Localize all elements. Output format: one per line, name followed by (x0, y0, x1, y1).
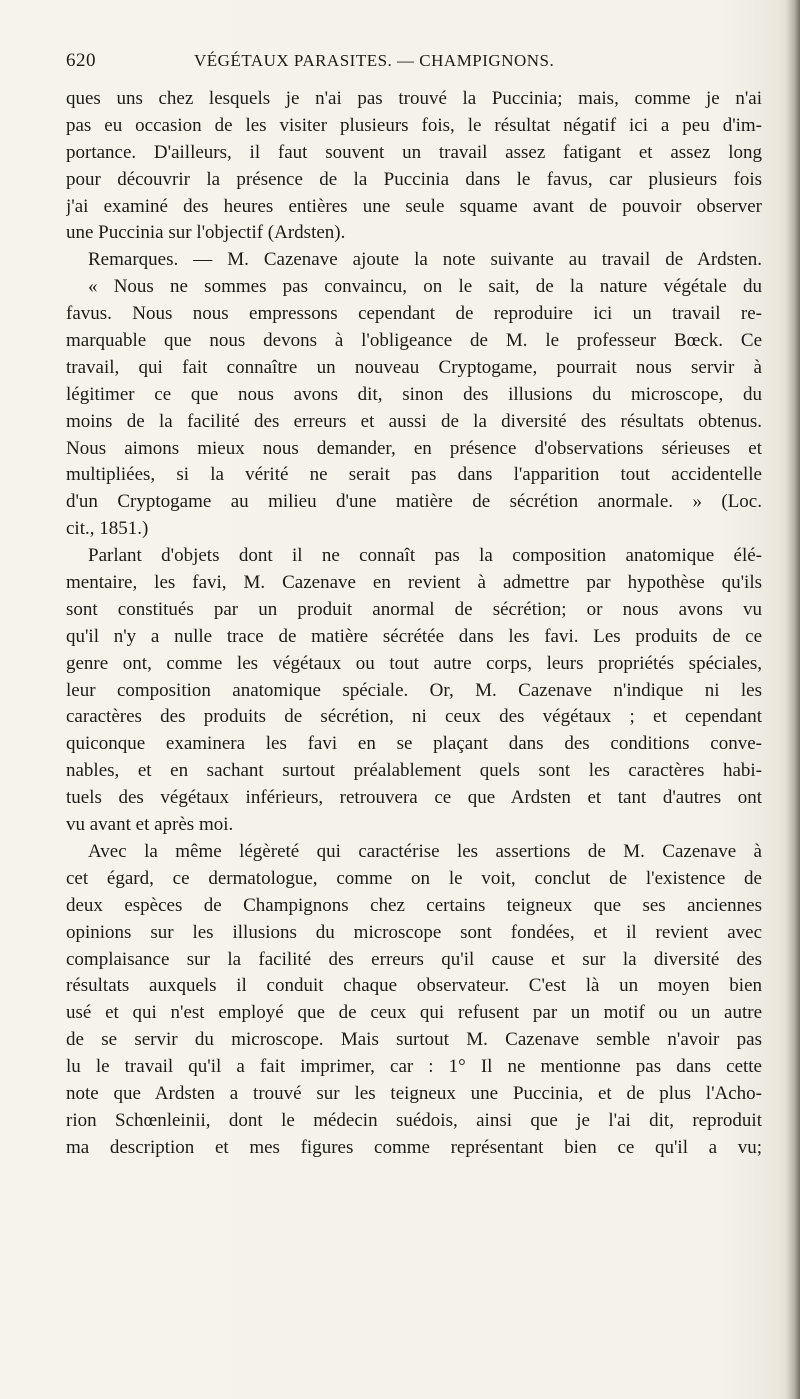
text-line: portance. D'ailleurs, il faut souvent un travail assez fatigant et assez long (66, 141, 762, 163)
text-line: qu'il n'y a nulle trace de matière sécrétée dans les favi. Les produits de ce (66, 625, 762, 647)
running-header (66, 50, 766, 76)
text-line: moins de la facilité des erreurs et aussi de la diversité des résultats obtenus. (66, 410, 762, 432)
text-line: favus. Nous nous empressons cependant de reproduire ici un travail re- (66, 303, 762, 325)
text-line: vu avant et après moi. (66, 814, 234, 836)
text-line: leur composition anatomique spéciale. Or, M. Cazenave n'indique ni les (66, 679, 762, 701)
text-line: multipliées, si la vérité ne serait pas dans l'apparition tout accidentelle (66, 464, 762, 486)
text-line: cet égard, ce dermatologue, comme on le voit, conclut de l'existence de (66, 867, 762, 889)
text-line: Nous aimons mieux nous demander, en présence d'observations sérieuses et (66, 437, 762, 459)
text-line: genre ont, comme les végétaux ou tout autre corps, leurs propriétés spéciales, (66, 652, 762, 674)
text-line: deux espèces de Champignons chez certains teigneux que ses anciennes (66, 894, 762, 916)
text-line: tuels des végétaux inférieurs, retrouvera ce que Ardsten et tant d'autres ont (66, 787, 762, 809)
text-line: Avec la même légèreté qui caractérise les assertions de M. Cazenave à (88, 840, 762, 862)
text-line: lu le travail qu'il a fait imprimer, car : 1° Il ne mentionne pas dans cette (66, 1056, 762, 1078)
text-line: caractères des produits de sécrétion, ni ceux des végétaux ; et cependant (66, 706, 762, 728)
text-line: ma description et mes figures comme représentant bien ce qu'il a vu; (66, 1136, 762, 1158)
text-line: usé et qui n'est employé que de ceux qui refusent par un motif ou un autre (66, 1002, 762, 1024)
page-edge-shadow (786, 0, 800, 1399)
text-line: ques uns chez lesquels je n'ai pas trouvé la Puccinia; mais, comme je n'ai (66, 88, 762, 109)
text-line: opinions sur les illusions du microscope sont fondées, et il revient avec (66, 921, 762, 943)
text-line: résultats auxquels il conduit chaque observateur. C'est là un moyen bien (66, 975, 762, 997)
text-line: quiconque examinera les favi en se plaçant dans des conditions conve- (66, 733, 762, 755)
text-line: « Nous ne sommes pas convaincu, on le sait, de la nature végétale du (88, 276, 762, 298)
text-line: Remarques. — M. Cazenave ajoute la note suivante au travail de Ardsten. (88, 249, 762, 271)
text-line: de se servir du microscope. Mais surtout M. Cazenave semble n'avoir pas (66, 1029, 762, 1051)
text-line: mentaire, les favi, M. Cazenave en revient à admettre par hypothèse qu'ils (66, 572, 762, 594)
text-line: rion Schœnleinii, dont le médecin suédois, ainsi que je l'ai dit, reproduit (66, 1109, 762, 1131)
text-line: j'ai examiné des heures entières une seule squame avant de pouvoir observer (66, 195, 762, 217)
text-line: Parlant d'objets dont il ne connaît pas la composition anatomique élé- (88, 545, 762, 567)
text-line: légitimer ce que nous avons dit, sinon des illusions du microscope, du (66, 383, 762, 405)
text-line: nables, et en sachant surtout préalablement quels sont les caractères habi- (66, 760, 762, 782)
text-line: une Puccinia sur l'objectif (Ardsten). (66, 222, 346, 244)
running-title: VÉGÉTAUX PARASITES. — CHAMPIGNONS. (194, 51, 555, 70)
text-line: complaisance sur la facilité des erreurs qu'il cause et sur la diversité des (66, 948, 762, 970)
page-number: 620 (66, 50, 96, 71)
text-line: pas eu occasion de les visiter plusieurs fois, le résultat négatif ici a peu d'im- (66, 114, 762, 136)
text-line: note que Ardsten a trouvé sur les teigneux une Puccinia, et de plus l'Acho- (66, 1082, 762, 1104)
text-line: sont constitués par un produit anormal de sécrétion; or nous avons vu (66, 598, 762, 620)
text-line: marquable que nous devons à l'obligeance de M. le professeur Bœck. Ce (66, 330, 762, 352)
text-line: travail, qui fait connaître un nouveau Cryptogame, pourrait nous servir à (66, 356, 762, 378)
page-body-text (66, 86, 762, 1162)
text-line: cit., 1851.) (66, 518, 149, 540)
text-line: d'un Cryptogame au milieu d'une matière de sécrétion anormale. » (Loc. (66, 491, 762, 513)
text-line: pour découvrir la présence de la Puccinia dans le favus, car plusieurs fois (66, 168, 762, 190)
